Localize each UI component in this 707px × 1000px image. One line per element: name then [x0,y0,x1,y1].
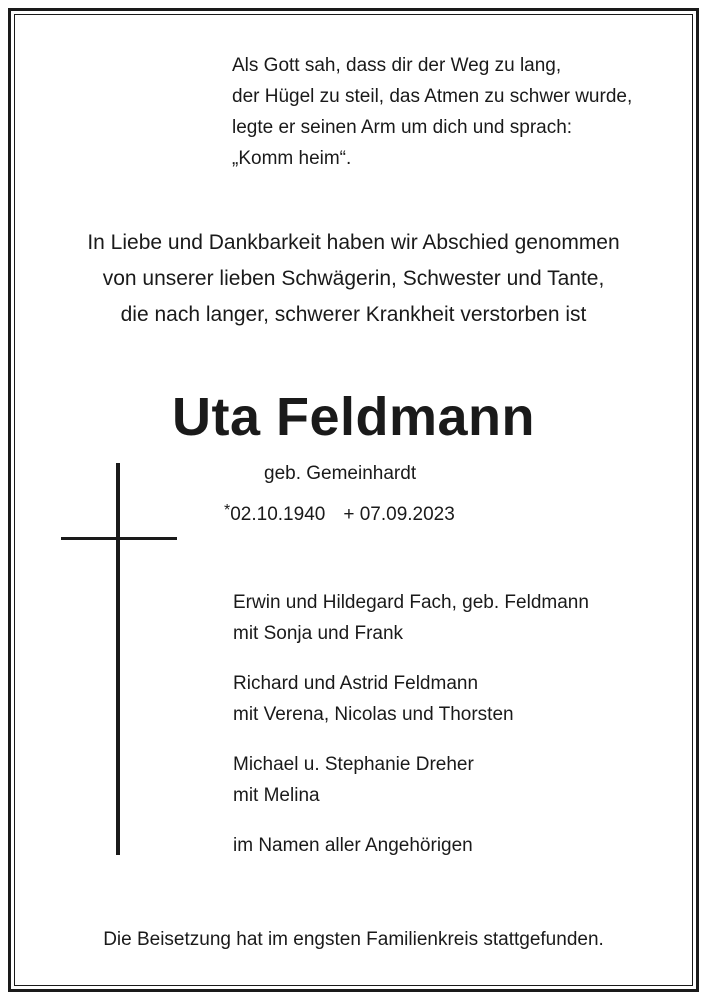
intro-line: In Liebe und Dankbarkeit haben wir Abschied genommen [87,231,620,254]
mourner-group [233,668,589,730]
death-date: 07.09.2023 [359,504,455,525]
poem [232,50,632,174]
intro-line: von unserer lieben Schwägerin, Schwester und Tante, [102,267,605,290]
mourners-list [233,587,589,880]
poem-line: „Komm heim“. [232,148,352,169]
deceased-name: Uta Feldmann [171,387,536,447]
funeral-note: Die Beisetzung hat im engsten Familienkreis stattgefunden. [103,929,604,950]
birth-star: * [224,502,231,519]
mourner-line: Michael u. Stephanie Dreher [233,754,474,775]
life-dates [224,502,455,528]
mourner-line: mit Sonja und Frank [233,623,404,644]
mourner-line: Erwin und Hildegard Fach, geb. Feldmann [233,592,589,613]
death-mark: + [343,504,355,525]
mourner-group [233,830,589,861]
mourner-line: Richard und Astrid Feldmann [233,673,479,694]
intro-text [20,225,687,333]
birth-date: 02.10.1940 [230,504,326,525]
mourner-line: im Namen aller Angehörigen [233,835,473,856]
poem-line: Als Gott sah, dass dir der Weg zu lang, [232,55,562,76]
cross-horizontal-bar [61,537,177,540]
cross-vertical-bar [116,463,120,855]
mourner-group [233,587,589,649]
mourner-group [233,749,589,811]
mourner-line: mit Melina [233,785,320,806]
mourner-line: mit Verena, Nicolas und Thorsten [233,704,514,725]
poem-line: der Hügel zu steil, das Atmen zu schwer wurde, [232,86,633,107]
birth-name: geb. Gemeinhardt [264,463,417,484]
intro-line: die nach langer, schwerer Krankheit verstorben ist [120,303,587,326]
poem-line: legte er seinen Arm um dich und sprach: [232,117,573,138]
